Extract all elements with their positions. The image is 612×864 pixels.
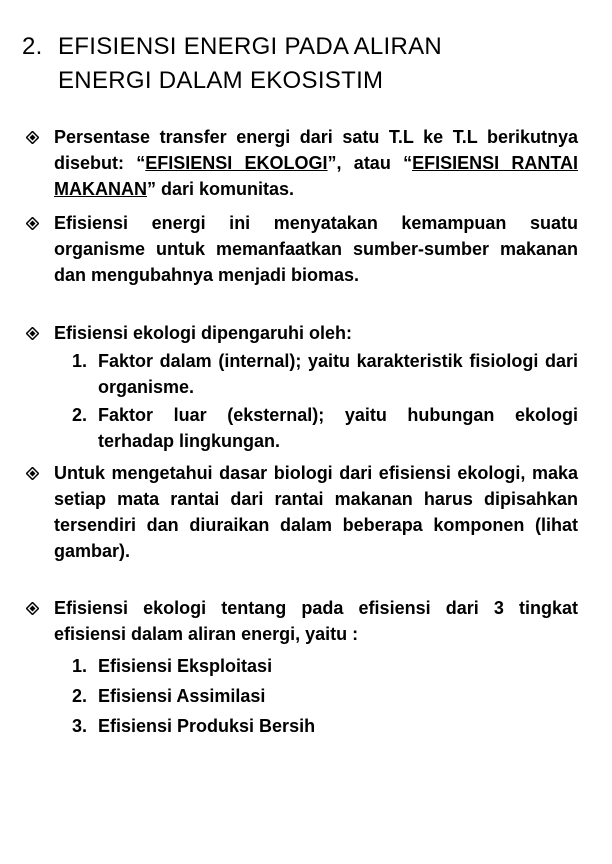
bullet-transfer-energi bbox=[26, 124, 578, 202]
bullet-dipengaruhi bbox=[26, 320, 578, 454]
title-number: 2. bbox=[22, 33, 43, 60]
bullet-dasar-biologi bbox=[26, 460, 578, 564]
diamond-bullet-icon bbox=[26, 210, 54, 288]
title-line-2: ENERGI DALAM EKOSISTIM bbox=[58, 67, 384, 94]
diamond-bullet-icon bbox=[26, 320, 54, 454]
bullet-tingkat-efisiensi bbox=[26, 595, 578, 741]
factor-list bbox=[72, 348, 578, 454]
list-item: 1. Efisiensi Eksploitasi bbox=[72, 656, 273, 676]
term-efisiensi-rantai-makanan: EFISIENSI RANTAI MAKANAN bbox=[54, 153, 579, 199]
bullet-text: Untuk mengetahui dasar biologi dari efisiensi ekologi, maka setiap mata rantai dari rantai makanan harus dipisahkan tersendiri dan diuraikan dalam beberapa komponen (lihat gambar). bbox=[54, 463, 578, 561]
diamond-bullet-icon bbox=[26, 595, 54, 741]
title-line-1: EFISIENSI ENERGI PADA ALIRAN bbox=[58, 33, 443, 60]
bullet-efisiensi-energi bbox=[26, 210, 578, 288]
bullet-text: Persentase transfer energi dari satu T.L ke T.L berikutnya disebut: “EFISIENSI EKOLOGI”, atau “EFISIENSI RANTAI MAKANAN” dari komunitas. bbox=[54, 127, 579, 199]
bullet-text: Efisiensi ekologi dipengaruhi oleh: bbox=[54, 323, 353, 343]
diamond-bullet-icon bbox=[26, 460, 54, 564]
bullet-text: Efisiensi energi ini menyatakan kemampuan suatu organisme untuk memanfaatkan sumber-sumber makanan dan mengubahnya menjadi biomas. bbox=[54, 213, 578, 285]
diamond-bullet-icon bbox=[26, 124, 54, 202]
list-item: 3. Efisiensi Produksi Bersih bbox=[72, 716, 316, 736]
list-item: 2. Faktor luar (eksternal); yaitu hubungan ekologi terhadap lingkungan. bbox=[72, 405, 578, 451]
list-item: 1. Faktor dalam (internal); yaitu karakteristik fisiologi dari organisme. bbox=[72, 351, 578, 397]
term-efisiensi-ekologi: EFISIENSI EKOLOGI bbox=[145, 153, 328, 173]
list-item: 2. Efisiensi Assimilasi bbox=[72, 686, 266, 706]
efficiency-list bbox=[72, 651, 578, 741]
bullet-text: Efisiensi ekologi tentang pada efisiensi dari 3 tingkat efisiensi dalam aliran energi, yaitu : bbox=[54, 598, 578, 644]
page-title bbox=[22, 30, 602, 98]
